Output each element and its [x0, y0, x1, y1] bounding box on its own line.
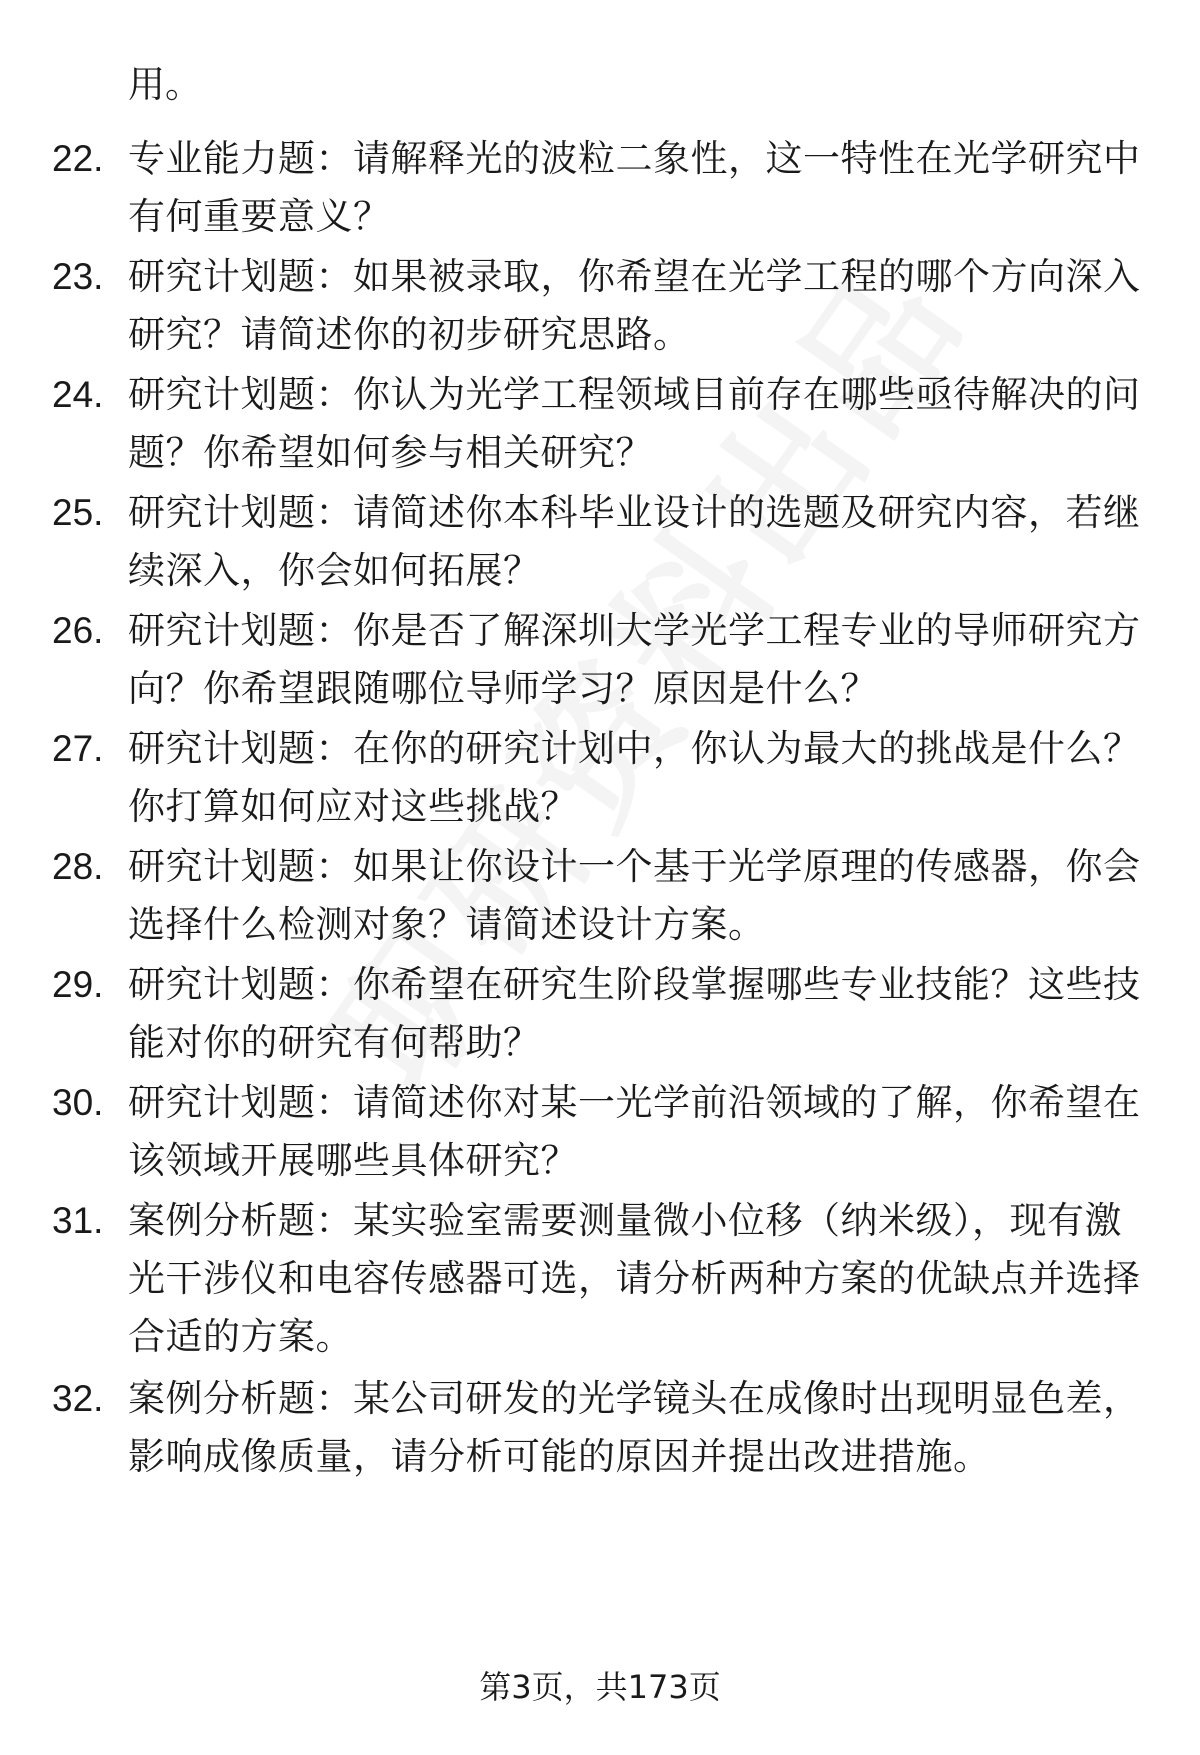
- question-text: 研究计划题：请简述你本科毕业设计的选题及研究内容，若继续深入，你会如何拓展？: [128, 491, 1141, 592]
- question-number: 30.: [52, 1082, 104, 1123]
- question-text: 研究计划题：你认为光学工程领域目前存在哪些亟待解决的问题？你希望如何参与相关研究？: [128, 373, 1141, 474]
- question-text: 案例分析题：某公司研发的光学镜头在成像时出现明显色差，影响成像质量，请分析可能的原因并提出改进措施。: [128, 1377, 1141, 1478]
- question-number: 23.: [52, 256, 104, 297]
- question-text: 研究计划题：在你的研究计划中，你认为最大的挑战是什么？你打算如何应对这些挑战？: [128, 727, 1141, 828]
- question-text: 研究计划题：你是否了解深圳大学光学工程专业的导师研究方向？你希望跟随哪位导师学习？原因是什么？: [128, 609, 1141, 710]
- question-number: 24.: [52, 374, 104, 415]
- question-number: 29.: [52, 964, 104, 1005]
- question-number: 22.: [52, 138, 104, 179]
- question-number: 27.: [52, 728, 104, 769]
- question-number: 28.: [52, 846, 104, 887]
- question-text: 案例分析题：某实验室需要测量微小位移（纳米级），现有激光干涉仪和电容传感器可选，请分析两种方案的优缺点并选择合适的方案。: [128, 1199, 1141, 1358]
- question-number: 25.: [52, 492, 104, 533]
- question-number: 31.: [52, 1200, 104, 1241]
- question-text: 专业能力题：请解释光的波粒二象性，这一特性在光学研究中有何重要意义？: [128, 137, 1141, 238]
- question-number: 26.: [52, 610, 104, 651]
- question-text: 研究计划题：你希望在研究生阶段掌握哪些专业技能？这些技能对你的研究有何帮助？: [128, 963, 1141, 1064]
- continued-text: 用。: [128, 63, 202, 106]
- question-number: 32.: [52, 1378, 104, 1419]
- question-text: 研究计划题：请简述你对某一光学前沿领域的了解，你希望在该领域开展哪些具体研究？: [128, 1081, 1141, 1182]
- question-text: 研究计划题：如果被录取，你希望在光学工程的哪个方向深入研究？请简述你的初步研究思路。: [128, 255, 1141, 356]
- page-footer: 第3页，共173页: [479, 1668, 721, 1706]
- question-text: 研究计划题：如果让你设计一个基于光学原理的传感器，你会选择什么检测对象？请简述设计方案。: [128, 845, 1141, 946]
